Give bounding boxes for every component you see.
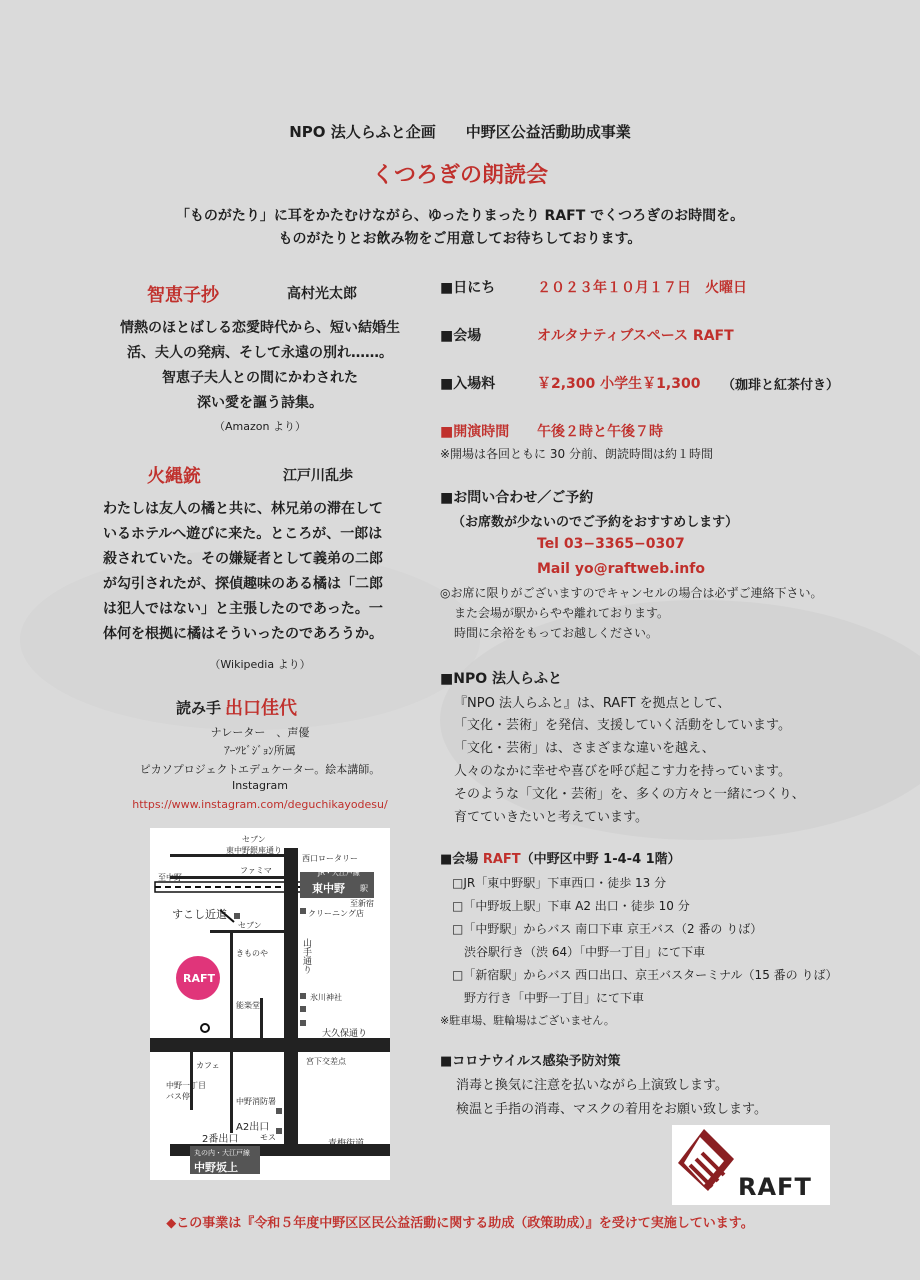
map-label-cleaning: クリーニング店 bbox=[308, 909, 364, 918]
access-line: □「中野駅」からバス 南口下車 京王バス（2 番の りば） bbox=[452, 922, 763, 936]
raft-logo bbox=[672, 1125, 830, 1205]
map-label-ome: 青梅街道 bbox=[328, 1139, 365, 1149]
map-label-marunouchi: 丸の内・大江戸線 bbox=[194, 1149, 250, 1157]
story1-line: 深い愛を謳う詩集。 bbox=[197, 395, 323, 411]
fee-label: ■入場料 bbox=[440, 376, 496, 392]
reader-bio-3: ピカソプロジェクトエデュケーター。絵本講師。 bbox=[139, 763, 381, 776]
access-line: 野方行き「中野一丁目」にて下車 bbox=[452, 991, 645, 1005]
contact-notice-2: また会場が駅からやや離れております。 bbox=[454, 606, 670, 620]
date-value: ２０２３年１０月１７日 火曜日 bbox=[537, 280, 747, 296]
access-heading-venue: RAFT bbox=[482, 852, 521, 867]
access-line: □JR「東中野駅」下車西口・徒歩 13 分 bbox=[452, 876, 667, 890]
intro-line-2: ものがたりとお飲み物をご用意してお待ちしております。 bbox=[278, 231, 642, 247]
npo-line: 育てていきたいと考えています。 bbox=[454, 810, 648, 825]
covid-heading: ■コロナウイルス感染予防対策 bbox=[440, 1054, 621, 1069]
access-heading-prefix: ■会場 bbox=[440, 852, 479, 867]
map-label-nougakudou: 能楽堂 bbox=[236, 1001, 260, 1010]
story1-source: （Amazon より） bbox=[214, 420, 306, 433]
map-roads bbox=[150, 828, 390, 1180]
story1-author: 高村光太郎 bbox=[287, 286, 357, 302]
npo-line: 「文化・芸術」を発信、支援していく活動をしています。 bbox=[454, 718, 791, 733]
map-label-yamate: 山手通り bbox=[301, 938, 311, 974]
access-heading bbox=[440, 848, 681, 867]
access-heading-address: （中野区中野 1-4-4 1階） bbox=[520, 852, 681, 867]
map-label-cafe: カフェ bbox=[196, 1061, 220, 1070]
map-label-to-shinjuku: 至新宿 bbox=[350, 899, 374, 908]
story1-line: 活、夫人の発病、そして永遠の別れ……。 bbox=[127, 345, 393, 361]
date-label: ■日にち bbox=[440, 280, 496, 296]
map-label-seven-2: セブン bbox=[238, 921, 262, 930]
access-map bbox=[150, 828, 390, 1180]
map-label-rotary: 西口ロータリー bbox=[302, 854, 358, 863]
story1-line: 情熱のほとばしる恋愛時代から、短い結婚生 bbox=[120, 320, 400, 336]
map-label-nakano1: 中野一丁目 bbox=[166, 1081, 206, 1090]
map-label-to-shinjuku-2: 至新宿 bbox=[346, 1160, 370, 1169]
contact-mail[interactable]: Mail yo@raftweb.info bbox=[537, 561, 705, 577]
story2-source: （Wikipedia より） bbox=[209, 658, 311, 671]
map-label-mos: モス bbox=[260, 1133, 276, 1142]
raft-logo-text: RAFT bbox=[738, 1173, 812, 1201]
map-label-seven: セブン bbox=[242, 835, 266, 844]
covid-line: 消毒と換気に注意を払いながら上演致します。 bbox=[456, 1078, 728, 1093]
story2-author: 江戸川乱歩 bbox=[283, 468, 353, 484]
parking-note: ※駐車場、駐輪場はございません。 bbox=[440, 1014, 615, 1027]
fee-note: （珈琲と紅茶付き） bbox=[722, 378, 840, 393]
reader-bio-2: ｱｰﾂﾋﾞｼﾞｮﾝ所属 bbox=[224, 744, 296, 757]
story2-title: 火縄銃 bbox=[147, 466, 201, 487]
map-label-jr: JR・大江戸線 bbox=[318, 869, 360, 877]
contact-notice-1: ◎お席に限りがございますのでキャンセルの場合は必ずご連絡下さい。 bbox=[440, 586, 823, 600]
map-label-raft: RAFT bbox=[183, 972, 216, 985]
map-label-miyashita: 宮下交差点 bbox=[306, 1057, 346, 1066]
intro-line-1: 「ものがたり」に耳をかたむけながら、ゆったりまったり RAFT でくつろぎのお時間を。 bbox=[175, 208, 745, 224]
page-title: くつろぎの朗読会 bbox=[371, 163, 548, 188]
reader-bio-4: Instagram bbox=[232, 779, 288, 792]
story2-line: いるホテルへ遊びに来た。ところが、一郎は bbox=[103, 526, 383, 542]
story1-title: 智恵子抄 bbox=[147, 285, 219, 306]
reader-label: 読み手 bbox=[176, 699, 222, 717]
map-label-fire: 中野消防署 bbox=[236, 1097, 276, 1106]
time-label: ■開演時間 bbox=[440, 424, 510, 440]
npo-line: 人々のなかに幸せや喜びを呼び起こす力を持っています。 bbox=[454, 764, 791, 779]
map-label-eki: 駅 bbox=[360, 884, 368, 893]
access-line: □「新宿駅」からバス 西口出口、京王バスターミナル（15 番の りば） bbox=[452, 968, 838, 982]
map-label-shortcut: すこし近道 bbox=[172, 908, 227, 921]
venue-value: オルタナティブスペース RAFT bbox=[537, 328, 734, 344]
map-label-family: ファミマ bbox=[240, 866, 272, 875]
fee-value: ￥2,300 小学生￥1,300 bbox=[537, 376, 701, 392]
time-note: ※開場は各回ともに 30 分前、朗読時間は約１時間 bbox=[440, 447, 713, 461]
contact-tel[interactable]: Tel 03−3365−0307 bbox=[537, 536, 685, 552]
map-label-ginza: 東中野銀座通り bbox=[226, 846, 282, 855]
story2-line: 体何を根拠に橘はそういったのであろうか。 bbox=[103, 626, 383, 642]
map-label-okubo: 大久保通り bbox=[322, 1029, 368, 1039]
map-label-busstop: バス停 bbox=[166, 1092, 190, 1101]
access-line: □「中野坂上駅」下車 A2 出口・徒歩 10 分 bbox=[452, 899, 690, 913]
contact-note: （お席数が少ないのでご予約をおすすめします） bbox=[452, 515, 739, 530]
reader-bio-1: ナレーター 、声優 bbox=[210, 726, 310, 739]
footer-note: ◆この事業は『令和５年度中野区区民公益活動に関する助成（政策助成）』を受けて実施しています。 bbox=[166, 1216, 754, 1231]
instagram-link[interactable]: https://www.instagram.com/deguchikayodesu/ bbox=[132, 798, 388, 811]
story2-line: わたしは友人の橘と共に、林兄弟の滞在して bbox=[103, 501, 383, 517]
npo-line: そのような「文化・芸術」を、多くの方々と一緒につくり、 bbox=[454, 787, 805, 802]
access-line: 渋谷駅行き（渋 64）「中野一丁目」にて下車 bbox=[452, 945, 706, 959]
npo-heading: ■NPO 法人らふと bbox=[440, 671, 562, 687]
contact-heading: ■お問い合わせ／ご予約 bbox=[440, 490, 594, 506]
map-label-a2: A2出口 bbox=[236, 1122, 270, 1133]
story2-line: 殺されていた。その嫌疑者として義弟の二郎 bbox=[103, 551, 383, 567]
story2-line: が勾引されたが、探偵趣味のある橘は「二郎 bbox=[103, 576, 383, 592]
map-label-to-nakano: 至中野 bbox=[158, 873, 182, 882]
reader-name: 出口佳代 bbox=[225, 698, 297, 719]
contact-notice-3: 時間に余裕をもってお越しください。 bbox=[454, 626, 659, 640]
npo-line: 『NPO 法人らふと』は、RAFT を拠点として、 bbox=[454, 696, 731, 711]
time-value: 午後２時と午後７時 bbox=[537, 424, 663, 440]
venue-label: ■会場 bbox=[440, 328, 482, 344]
organizers: NPO 法人らふと企画 中野区公益活動助成事業 bbox=[289, 123, 631, 141]
npo-line: 「文化・芸術」は、さまざまな違いを越え、 bbox=[454, 741, 715, 756]
map-label-hikawa: 氷川神社 bbox=[310, 993, 342, 1002]
covid-line: 検温と手指の消毒、マスクの着用をお願い致します。 bbox=[456, 1102, 767, 1117]
map-label-nakanosakaue: 中野坂上 bbox=[194, 1161, 238, 1174]
story2-line: は犯人ではない」と主張したのであった。一 bbox=[103, 601, 383, 617]
map-label-exit2: 2番出口 bbox=[202, 1134, 239, 1145]
map-label-kimonoya: きものや bbox=[236, 949, 268, 958]
story1-line: 智恵子夫人との間にかわされた bbox=[162, 370, 358, 386]
map-label-higashinakano: 東中野 bbox=[312, 882, 345, 895]
